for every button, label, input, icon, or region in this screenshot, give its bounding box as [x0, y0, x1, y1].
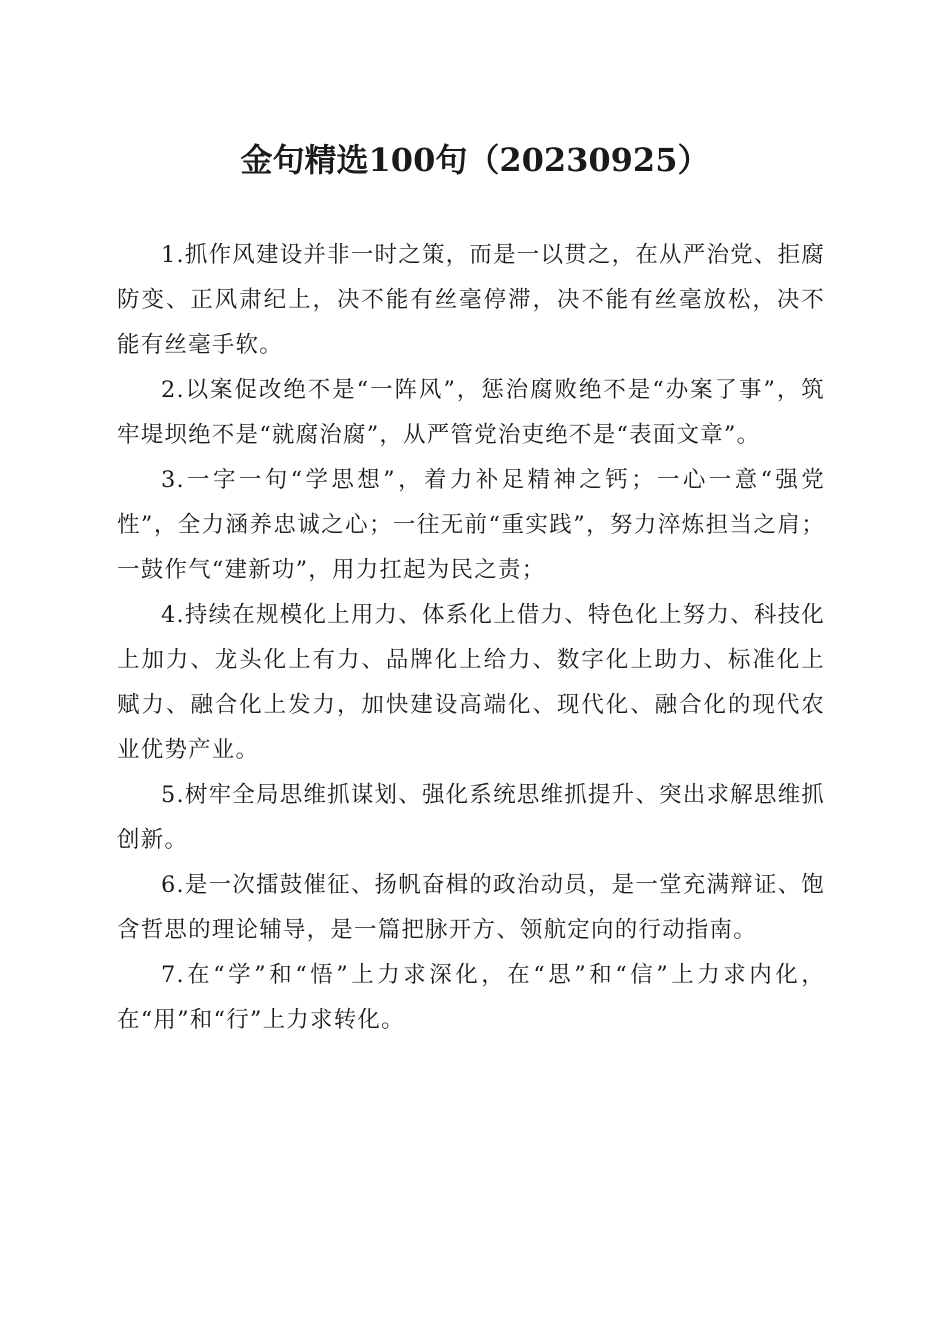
paragraph-4: 4.持续在规模化上用力、体系化上借力、特色化上努力、科技化上加力、龙头化上有力、品牌化上给力、数字化上助力、标准化上赋力、融合化上发力，加快建设高端化、现代化、融合化的现代农业优势产业。 [117, 602, 825, 763]
document-title: 金句精选100句（20230925） [240, 141, 710, 179]
paragraph-5: 5.树牢全局思维抓谋划、强化系统思维抓提升、突出求解思维抓创新。 [117, 782, 825, 853]
paragraph-7: 7.在“学”和“悟”上力求深化，在“思”和“信”上力求内化，在“用”和“行”上力求转化。 [117, 962, 825, 1033]
paragraph-1: 1.抓作风建设并非一时之策，而是一以贯之，在从严治党、拒腐防变、正风肃纪上，决不能有丝毫停滞，决不能有丝毫放松，决不能有丝毫手软。 [117, 242, 825, 358]
paragraph-6: 6.是一次擂鼓催征、扬帆奋楫的政治动员，是一堂充满辩证、饱含哲思的理论辅导，是一篇把脉开方、领航定向的行动指南。 [117, 872, 825, 943]
paragraph-3: 3.一字一句“学思想”，着力补足精神之钙；一心一意“强党性”，全力涵养忠诚之心；一往无前“重实践”，努力淬炼担当之肩；一鼓作气“建新功”，用力扛起为民之责； [117, 467, 825, 583]
document-body [117, 233, 825, 1043]
paragraph-2: 2.以案促改绝不是“一阵风”，惩治腐败绝不是“办案了事”，筑牢堤坝绝不是“就腐治腐”，从严管党治吏绝不是“表面文章”。 [117, 377, 825, 448]
